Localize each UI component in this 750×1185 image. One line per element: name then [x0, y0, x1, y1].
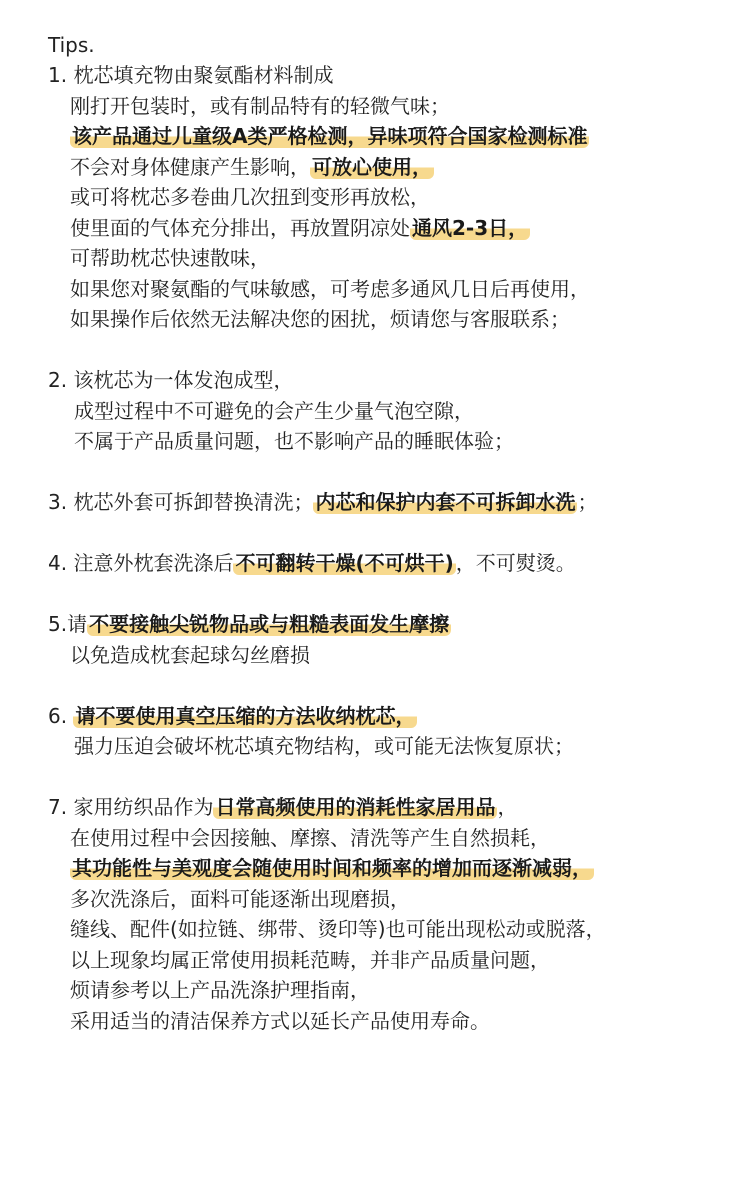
text-segment: 多次洗涤后，面料可能逐渐出现磨损， [70, 886, 410, 911]
highlighted-text: 日常高频使用的消耗性家居用品 [215, 795, 496, 819]
text-segment: 7. 家用纺织品作为 [48, 795, 214, 819]
tip-line [48, 884, 738, 915]
highlighted-text: 不要接触尖锐物品或与粗糙表面发生摩擦 [89, 612, 450, 636]
text-segment: 4. 注意外枕套洗涤后 [48, 551, 234, 575]
tip-line [48, 945, 738, 976]
tip-item-3 [48, 487, 738, 518]
tip-item-4 [48, 548, 738, 579]
tips-document [48, 30, 738, 1036]
text-segment: ； [577, 490, 598, 514]
text-segment: 不会对身体健康产生影响， [70, 154, 310, 179]
text-segment: 以免造成枕套起球勾丝磨损 [70, 642, 310, 667]
text-segment: 如果操作后依然无法解决您的困扰，烦请您与客服联系； [70, 307, 570, 331]
highlighted-text: 不可翻转干燥(不可烘干) [235, 551, 454, 575]
highlighted-text: 可放心使用， [312, 154, 432, 179]
tip-line [48, 548, 738, 579]
tip-line [48, 426, 738, 457]
tip-line [48, 792, 738, 823]
text-segment: ， [497, 795, 518, 819]
tip-line [48, 365, 738, 396]
text-segment: 成型过程中不可避免的会产生少量气泡空隙， [74, 398, 474, 423]
text-segment: 缝线、配件(如拉链、绑带、烫印等)也可能出现松动或脱落， [70, 917, 606, 941]
tip-line [48, 701, 738, 732]
tip-line [48, 853, 738, 884]
tip-item-5 [48, 609, 738, 670]
tip-line [48, 487, 738, 518]
tip-line [48, 396, 738, 427]
tip-item-1 [48, 60, 738, 335]
text-segment: 使里面的气体充分排出，再放置阴凉处 [70, 215, 410, 240]
tip-line [48, 182, 738, 213]
text-segment: 以上现象均属正常使用损耗范畴，并非产品质量问题， [70, 947, 550, 972]
highlighted-text: 通风2-3日， [412, 215, 529, 240]
tip-line [48, 121, 738, 152]
text-segment: 6. [48, 703, 74, 728]
text-segment: 可帮助枕芯快速散味， [70, 246, 270, 270]
text-segment: 3. 枕芯外套可拆卸替换清洗； [48, 490, 314, 514]
text-segment: 1. 枕芯填充物由聚氨酯材料制成 [48, 63, 334, 87]
tip-item-2 [48, 365, 738, 457]
tip-line [48, 213, 738, 244]
text-segment: 强力压迫会破坏枕芯填充物结构，或可能无法恢复原状； [74, 734, 574, 758]
tip-line [48, 91, 738, 122]
text-segment: 或可将枕芯多卷曲几次扭到变形再放松， [70, 185, 430, 209]
tip-line [48, 823, 738, 854]
text-segment: 不属于产品质量问题，也不影响产品的睡眠体验； [74, 429, 514, 453]
text-segment: 采用适当的清洁保养方式以延长产品使用寿命。 [70, 1008, 490, 1033]
text-segment: 在使用过程中会因接触、摩擦、清洗等产生自然损耗， [70, 825, 550, 850]
tip-line [48, 975, 738, 1006]
tip-item-7 [48, 792, 738, 1036]
tip-line [48, 731, 738, 762]
text-segment: 烦请参考以上产品洗涤护理指南， [70, 978, 370, 1002]
text-segment: 刚打开包装时，或有制品特有的轻微气味； [70, 93, 450, 118]
highlighted-text: 其功能性与美观度会随使用时间和频率的增加而逐渐减弱， [72, 856, 592, 880]
page-title: Tips. [48, 33, 95, 57]
tip-line [48, 274, 738, 305]
tip-line [48, 243, 738, 274]
tip-line [48, 914, 738, 945]
tip-line [48, 152, 738, 183]
tip-spacer [48, 762, 738, 793]
tip-spacer [48, 670, 738, 701]
highlighted-text: 该产品通过儿童级A类严格检测，异味项符合国家检测标准 [72, 124, 588, 148]
text-segment: ，不可熨烫。 [455, 551, 576, 575]
tip-spacer [48, 579, 738, 610]
highlighted-text: 请不要使用真空压缩的方法收纳枕芯， [75, 703, 416, 728]
text-segment: 5.请 [48, 612, 88, 636]
tip-line [48, 640, 738, 671]
tips-list [48, 60, 738, 1036]
tip-line [48, 60, 738, 91]
tip-spacer [48, 518, 738, 549]
tip-item-6 [48, 701, 738, 762]
tip-spacer [48, 457, 738, 488]
text-segment: 如果您对聚氨酯的气味敏感，可考虑多通风几日后再使用， [70, 276, 590, 301]
tip-spacer [48, 335, 738, 366]
highlighted-text: 内芯和保护内套不可拆卸水洗 [315, 490, 576, 514]
tip-line [48, 1006, 738, 1037]
tip-line [48, 609, 738, 640]
text-segment: 2. 该枕芯为一体发泡成型， [48, 368, 294, 392]
tip-line [48, 304, 738, 335]
